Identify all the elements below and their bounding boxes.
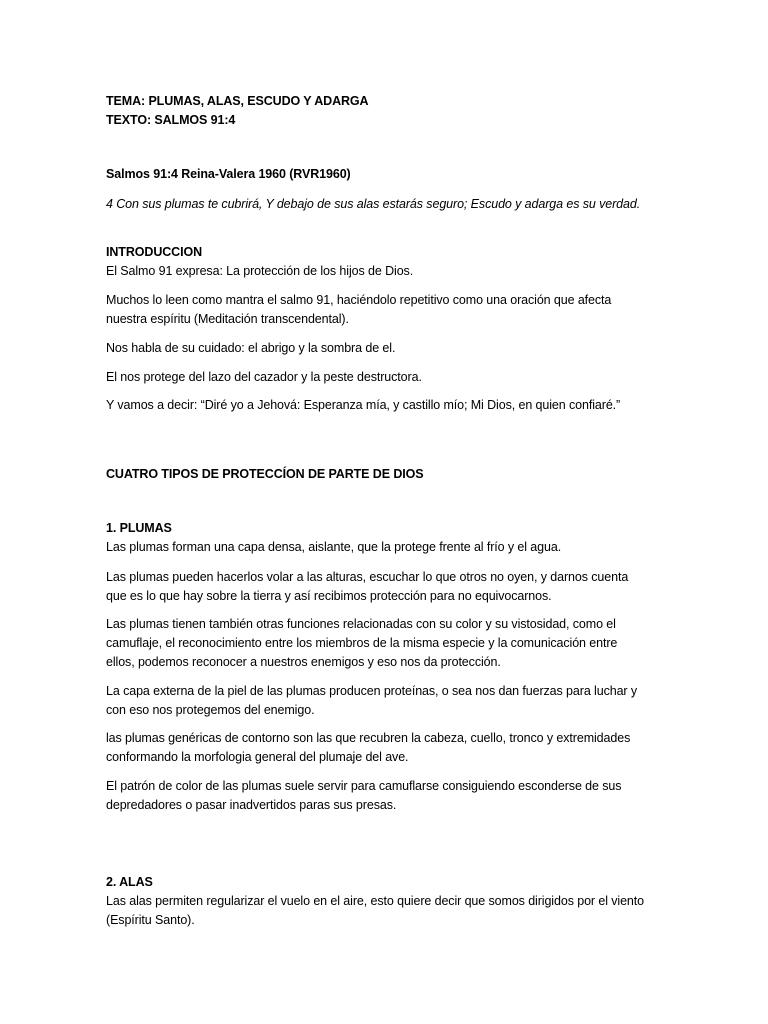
plumas-paragraph-3-line-1: Las plumas tienen también otras funciones relacionadas con su color y su vistosidad, como el [106, 617, 616, 631]
texto-heading: TEXTO: SALMOS 91:4 [106, 113, 236, 127]
plumas-paragraph-3-line-2: camuflaje, el reconocimiento entre los miembros de la misma especie y la comunicación entre [106, 636, 618, 650]
section-heading: CUATRO TIPOS DE PROTECCÍON DE PARTE DE DIOS [106, 467, 424, 481]
plumas-heading: 1. PLUMAS [106, 521, 172, 535]
intro-paragraph-3: Nos habla de su cuidado: el abrigo y la sombra de el. [106, 341, 396, 355]
plumas-paragraph-5-line-2: conformando la morfologia general del plumaje del ave. [106, 750, 409, 764]
alas-paragraph-1-line-2: (Espíritu Santo). [106, 913, 195, 927]
plumas-paragraph-6 [106, 777, 666, 815]
alas-paragraph-1 [106, 892, 666, 930]
intro-paragraph-5: Y vamos a decir: “Diré yo a Jehová: Esperanza mía, y castillo mío; Mi Dios, en quien confiaré.” [106, 398, 621, 412]
alas-heading: 2. ALAS [106, 875, 153, 889]
intro-paragraph-2-line-2: nuestra espíritu (Meditación transcendental). [106, 312, 349, 326]
intro-paragraph-4: El nos protege del lazo del cazador y la peste destructora. [106, 370, 422, 384]
plumas-paragraph-5-line-1: las plumas genéricas de contorno son las que recubren la cabeza, cuello, tronco y extremidades [106, 731, 631, 745]
verse-text: 4 Con sus plumas te cubrirá, Y debajo de sus alas estarás seguro; Escudo y adarga es su verdad. [106, 197, 641, 211]
plumas-paragraph-6-line-1: El patrón de color de las plumas suele servir para camuflarse consiguiendo esconderse de sus [106, 779, 622, 793]
plumas-paragraph-3-line-3: ellos, podemos reconocer a nuestros enemigos y eso nos da protección. [106, 655, 501, 669]
plumas-paragraph-5 [106, 729, 666, 767]
intro-paragraph-2 [106, 291, 666, 329]
plumas-paragraph-1: Las plumas forman una capa densa, aislante, que la protege frente al frío y el agua. [106, 540, 562, 554]
plumas-paragraph-4 [106, 682, 666, 720]
document-header [106, 92, 666, 130]
plumas-paragraph-2-line-2: que es lo que hay sobre la tierra y así recibimos protección para no equivocarnos. [106, 589, 552, 603]
plumas-paragraph-4-line-1: La capa externa de la piel de las plumas producen proteínas, o sea nos dan fuerzas para luchar y [106, 684, 638, 698]
alas-paragraph-1-line-1: Las alas permiten regularizar el vuelo en el aire, esto quiere decir que somos dirigidos por el viento [106, 894, 645, 908]
plumas-paragraph-3 [106, 615, 666, 672]
plumas-paragraph-2 [106, 568, 666, 606]
plumas-paragraph-2-line-1: Las plumas pueden hacerlos volar a las alturas, escuchar lo que otros no oyen, y darnos cuenta [106, 570, 629, 584]
plumas-paragraph-6-line-2: depredadores o pasar inadvertidos paras sus presas. [106, 798, 397, 812]
tema-heading: TEMA: PLUMAS, ALAS, ESCUDO Y ADARGA [106, 94, 369, 108]
intro-heading: INTRODUCCION [106, 245, 203, 259]
verse-reference: Salmos 91:4 Reina-Valera 1960 (RVR1960) [106, 167, 351, 181]
plumas-paragraph-4-line-2: con eso nos protegemos del enemigo. [106, 703, 315, 717]
intro-paragraph-1: El Salmo 91 expresa: La protección de los hijos de Dios. [106, 264, 414, 278]
intro-paragraph-2-line-1: Muchos lo leen como mantra el salmo 91, haciéndolo repetitivo como una oración que afecta [106, 293, 612, 307]
